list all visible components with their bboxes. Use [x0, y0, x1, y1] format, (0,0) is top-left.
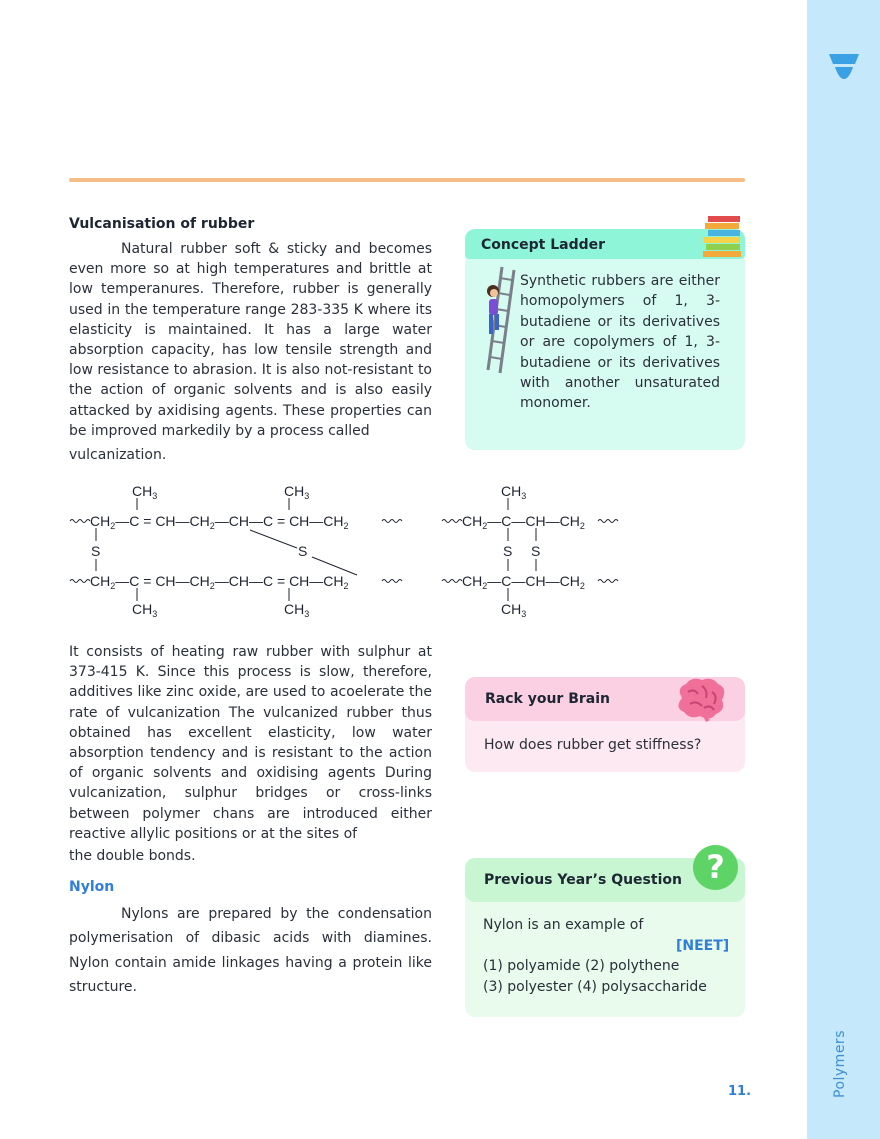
svg-text:S: S — [531, 543, 541, 559]
pyq-title: Previous Year’s Question — [484, 872, 682, 888]
svg-text:CH2—C—CH—CH2: $CH_2—C—CH—CH_2$ — [462, 573, 585, 591]
concept-ladder-text: Synthetic rubbers are either homopolymers of 1, 3-butadiene or its derivatives or are copolymers of 1, 3-butadiene or its derivatives with another unsaturated monomer. — [520, 273, 720, 412]
svg-text:S: S — [91, 543, 101, 559]
wavy-bond — [442, 580, 462, 583]
svg-text:S: S — [298, 543, 308, 559]
section-heading: Vulcanisation of rubber — [69, 216, 255, 232]
wavy-bond — [598, 520, 618, 523]
wavy-bond — [70, 580, 90, 583]
paragraph-vulcanisation-end: vulcanization. — [69, 447, 167, 463]
svg-text:CH2—C—CH—CH2: $CH_2—C—CH—CH_2$ — [462, 513, 585, 531]
pyq-exam-tag: [NEET] — [676, 938, 730, 954]
paragraph-vulcanisation: Natural rubber soft & sticky and becomes even more so at high temperatures and brittle at low temperanures. Therefore, rubber is generally used in the temperature range 283-335 K where its elasticity is maintained. It has a large water absorption capacity, has low tensile strength and low resistance to abrasion. It is also not-resistant to the action of organic solvents and is also easily attacked by axidising agents. These properties can be improved markedily by a process called — [69, 241, 432, 439]
pyq-options-line-1: (1) polyamide (2) polythene — [483, 958, 680, 974]
svg-text:CH3: $CH_3$ — [284, 601, 310, 619]
wavy-bond — [382, 520, 402, 523]
books-icon — [700, 214, 744, 258]
svg-text:CH3: $CH_3$ — [132, 483, 158, 501]
paragraph-process: It consists of heating raw rubber with sulphur at 373-415 K. Since this process is slow, therefore, additives like zinc oxide, are used to acoelerate the rate of vulcanization The vulcanized rubber thus obtained has excellent elasticity, low water absorption tendency and is resistant to the action of organic solvents and oxidising agents During vulcanization, sulphur bridges or cross-links between polymer chans are introduced either reactive allylic positions or at the sites of — [69, 644, 432, 842]
nylon-heading: Nylon — [69, 879, 115, 895]
brain-icon — [672, 676, 728, 722]
paragraph-process-end: the double bonds. — [69, 848, 196, 864]
chapter-label: Polymers — [832, 1030, 848, 1098]
svg-text:CH2—C = CH—CH2—CH—C = CH—CH2: $CH_2—C$ = $CH—CH_2—CH—C$ = $CH—CH_2$ — [90, 513, 349, 531]
header-rule — [69, 178, 745, 182]
ladder-girl-icon — [478, 265, 518, 375]
vulcanized-rubber-structure-diagram — [60, 475, 640, 625]
wavy-bond — [70, 520, 90, 523]
pyq-question: Nylon is an example of — [483, 917, 644, 933]
wavy-bond — [382, 580, 402, 583]
brand-logo-icon — [827, 52, 861, 80]
question-mark-icon: ? — [693, 845, 738, 890]
svg-text:S: S — [503, 543, 513, 559]
paragraph-nylon: Nylons are prepared by the condensation polymerisation of dibasic acids with diamines. Nylon contain amide linkages having a protein like structure. — [69, 906, 432, 995]
svg-text:CH3: $CH_3$ — [501, 601, 527, 619]
svg-text:CH3: $CH_3$ — [132, 601, 158, 619]
svg-text:CH2—C = CH—CH2—CH—C = CH—CH2: $CH_2—C$ = $CH—CH_2—CH—C$ = $CH—CH_2$ — [90, 573, 349, 591]
svg-text:CH3: $CH_3$ — [284, 483, 310, 501]
rack-your-brain-title: Rack your Brain — [485, 691, 610, 707]
rack-your-brain-question: How does rubber get stiffness? — [484, 737, 702, 753]
page-number: 11. — [728, 1084, 752, 1099]
wavy-bond — [442, 520, 462, 523]
svg-text:CH3: $CH_3$ — [501, 483, 527, 501]
pyq-options-line-2: (3) polyester (4) polysaccharide — [483, 979, 707, 995]
concept-ladder-title: Concept Ladder — [481, 237, 606, 253]
wavy-bond — [598, 580, 618, 583]
